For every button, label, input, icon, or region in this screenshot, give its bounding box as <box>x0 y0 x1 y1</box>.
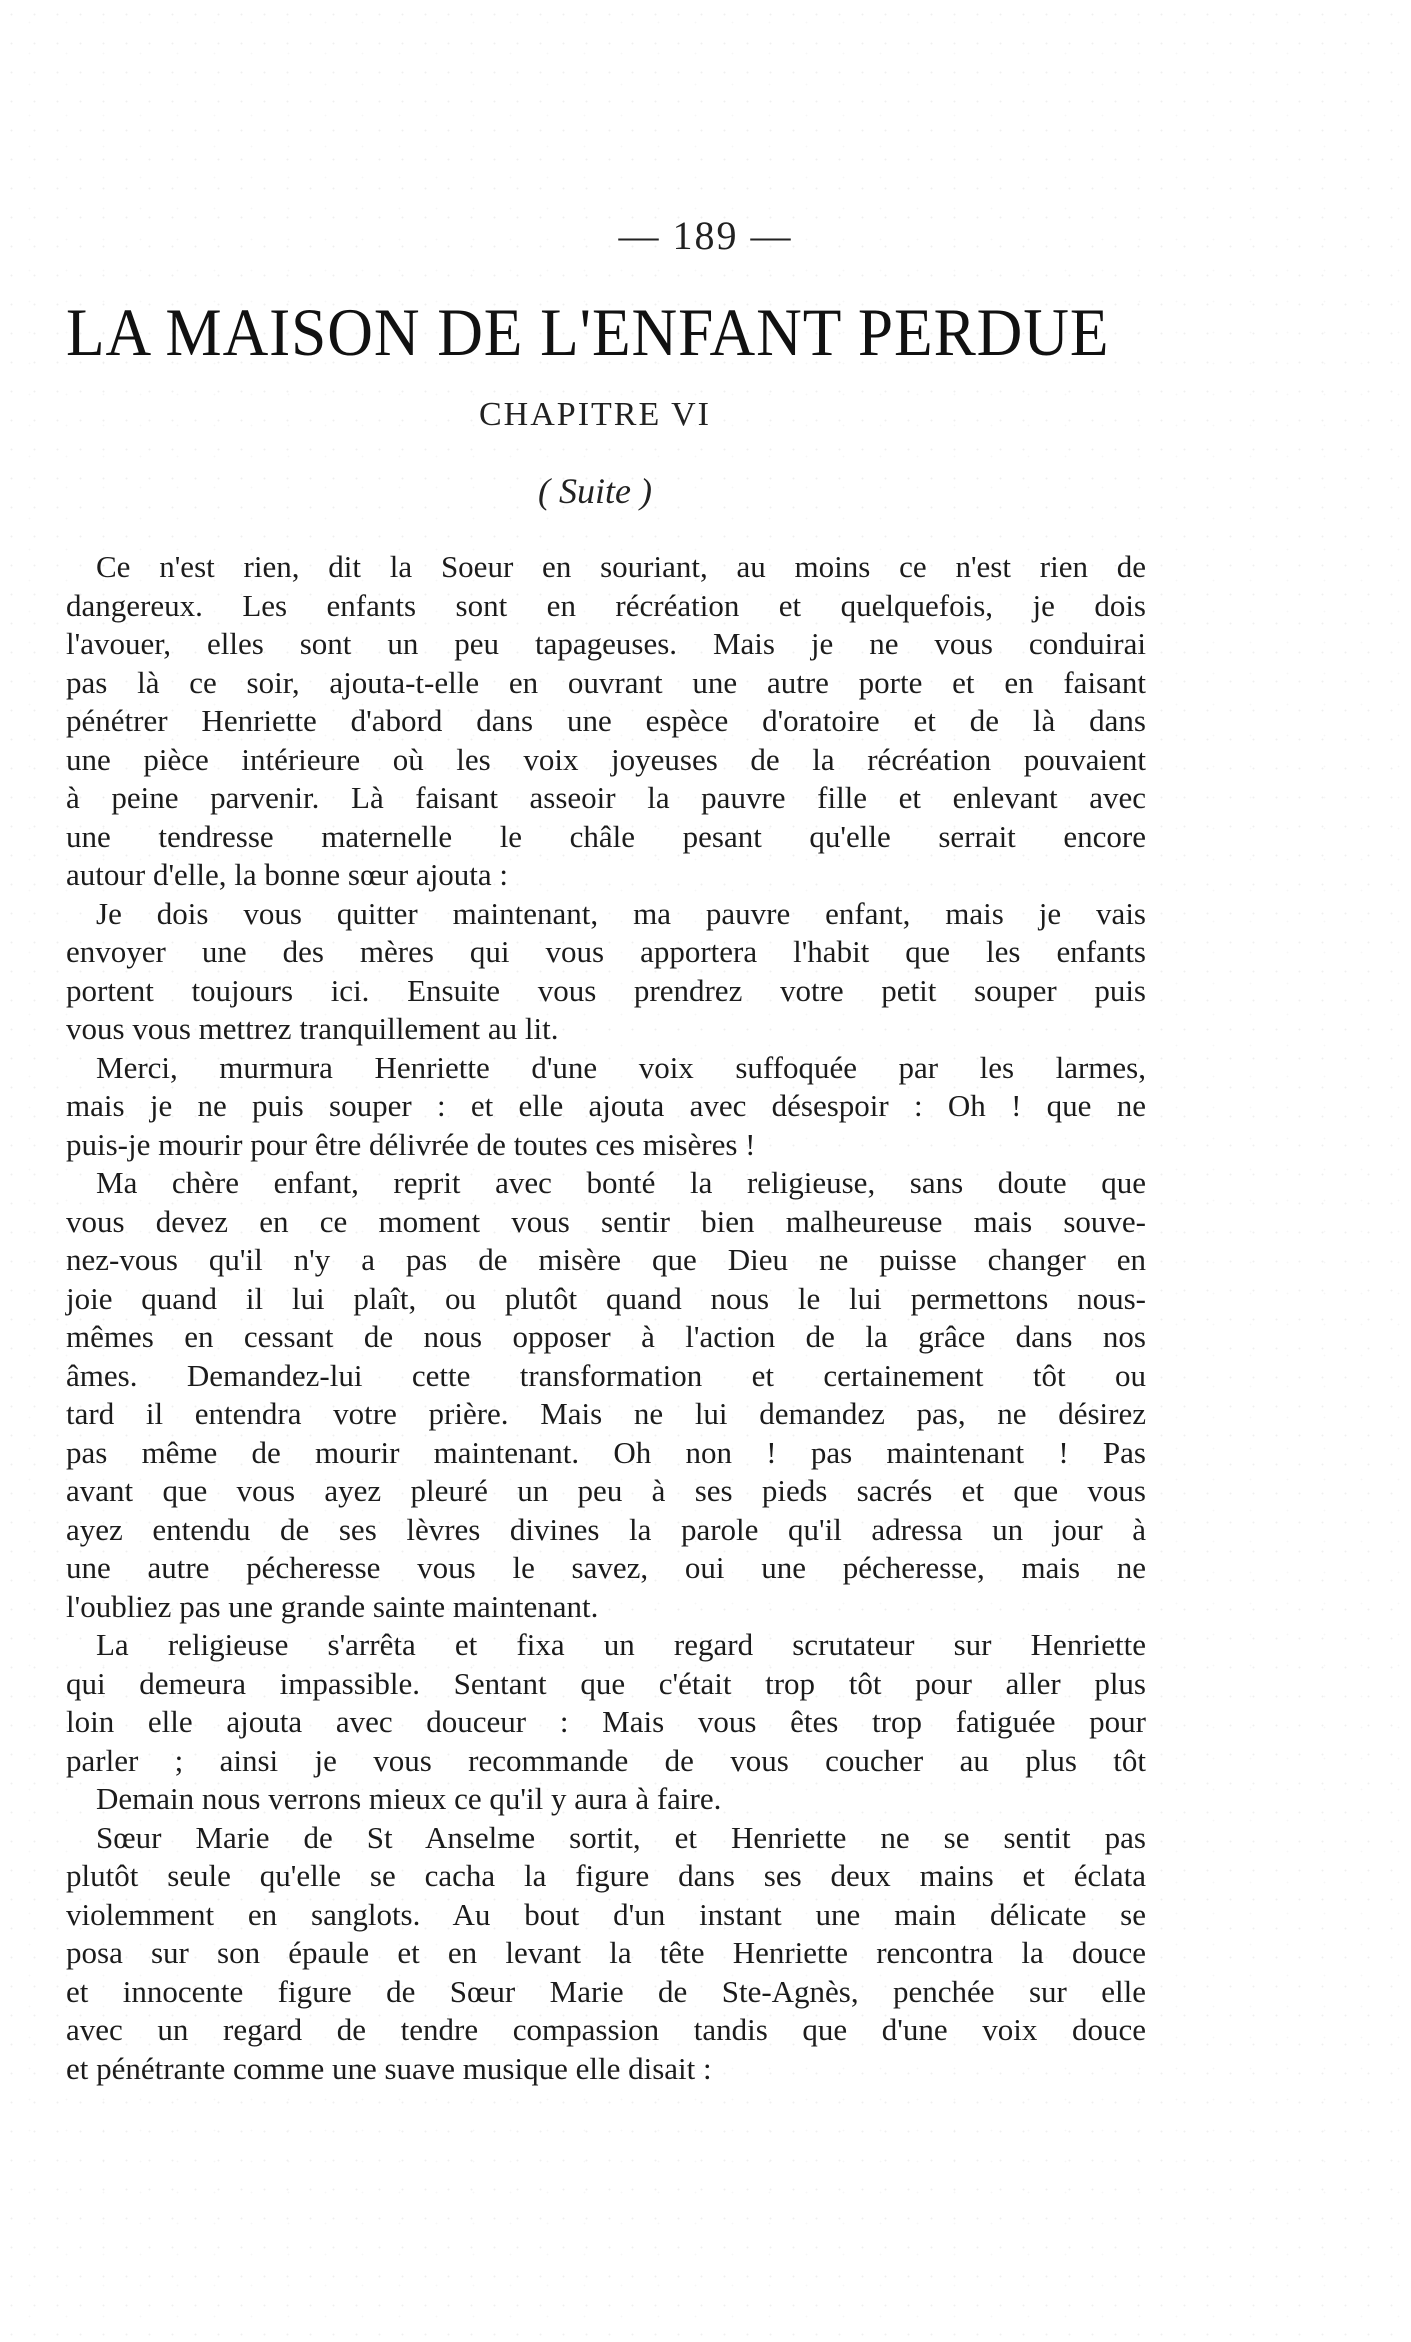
text-line: Demain nous verrons mieux ce qu'il y aura à faire. <box>96 1781 722 1816</box>
body-text <box>66 548 1146 2088</box>
text-line: violemment en sanglots. Au bout d'un instant une main délicate se <box>66 1896 1146 1932</box>
text-line: nez-vous qu'il n'y a pas de misère que Dieu ne puisse changer en <box>66 1242 1146 1277</box>
text-line: âmes. Demandez-lui cette transformation et certainement tôt ou <box>66 1357 1146 1393</box>
page-title: LA MAISON DE L'ENFANT PERDUE <box>66 294 1110 370</box>
text-line: posa sur son épaule et en levant la tête Henriette rencontra la douce <box>66 1935 1146 1970</box>
text-line: Ce n'est rien, dit la Soeur en souriant, au moins ce n'est rien de <box>96 549 1146 584</box>
text-line: mêmes en cessant de nous opposer à l'action de la grâce dans nos <box>66 1319 1146 1354</box>
text-line: autour d'elle, la bonne sœur ajouta : <box>66 857 509 892</box>
text-line: vous vous mettrez tranquillement au lit. <box>66 1011 559 1046</box>
text-line: joie quand il lui plaît, ou plutôt quand nous le lui permettons nous- <box>66 1280 1146 1316</box>
text-line: tard il entendra votre prière. Mais ne lui demandez pas, ne désirez <box>66 1396 1146 1431</box>
text-line: une autre pécheresse vous le savez, oui une pécheresse, mais ne <box>66 1550 1146 1585</box>
text-line: vous devez en ce moment vous sentir bien malheureuse mais souve- <box>66 1203 1146 1239</box>
text-line: et pénétrante comme une suave musique elle disait : <box>66 2050 712 2086</box>
text-line: une pièce intérieure où les voix joyeuses de la récréation pouvaient <box>66 741 1146 777</box>
text-line: parler ; ainsi je vous recommande de vous coucher au plus tôt <box>66 1742 1146 1778</box>
text-line: envoyer une des mères qui vous apportera l'habit que les enfants <box>66 934 1146 969</box>
text-line: l'avouer, elles sont un peu tapageuses. Mais je ne vous conduirai <box>66 626 1146 661</box>
text-line: Ma chère enfant, reprit avec bonté la religieuse, sans doute que <box>96 1165 1146 1200</box>
text-line: l'oubliez pas une grande sainte maintenant. <box>66 1588 599 1624</box>
text-line: une tendresse maternelle le châle pesant qu'elle serrait encore <box>66 818 1146 854</box>
text-line: loin elle ajouta avec douceur : Mais vous êtes trop fatiguée pour <box>66 1704 1146 1739</box>
text-line: Je dois vous quitter maintenant, ma pauvre enfant, mais je vais <box>96 895 1146 931</box>
page-number: — 189 — <box>618 213 793 258</box>
text-line: ayez entendu de ses lèvres divines la parole qu'il adressa un jour à <box>66 1511 1146 1547</box>
text-line: dangereux. Les enfants sont en récréation et quelquefois, je dois <box>66 587 1146 623</box>
text-line: à peine parvenir. Là faisant asseoir la pauvre fille et enlevant avec <box>66 780 1146 815</box>
text-line: La religieuse s'arrêta et fixa un regard scrutateur sur Henriette <box>96 1627 1146 1662</box>
text-line: avec un regard de tendre compassion tandis que d'une voix douce <box>66 2012 1146 2047</box>
text-line: puis-je mourir pour être délivrée de toutes ces misères ! <box>66 1126 756 1162</box>
chapter-heading: CHAPITRE VI <box>479 396 711 433</box>
text-line: Merci, murmura Henriette d'une voix suffoquée par les larmes, <box>96 1049 1146 1085</box>
text-line: mais je ne puis souper : et elle ajouta avec désespoir : Oh ! que ne <box>66 1088 1146 1123</box>
text-line: plutôt seule qu'elle se cacha la figure dans ses deux mains et éclata <box>66 1858 1146 1893</box>
text-line: qui demeura impassible. Sentant que c'était trop tôt pour aller plus <box>66 1665 1146 1701</box>
text-line: Sœur Marie de St Anselme sortit, et Henriette ne se sentit pas <box>96 1819 1146 1855</box>
text-line: pas là ce soir, ajouta-t-elle en ouvrant une autre porte et en faisant <box>66 664 1146 700</box>
text-line: pénétrer Henriette d'abord dans une espèce d'oratoire et de là dans <box>66 703 1146 738</box>
subheading: ( Suite ) <box>538 471 652 511</box>
text-line: et innocente figure de Sœur Marie de Ste-Agnès, penchée sur elle <box>66 1973 1146 2009</box>
text-line: pas même de mourir maintenant. Oh non ! pas maintenant ! Pas <box>66 1434 1146 1470</box>
text-line: avant que vous ayez pleuré un peu à ses pieds sacrés et que vous <box>66 1473 1146 1508</box>
text-line: portent toujours ici. Ensuite vous prendrez votre petit souper puis <box>66 972 1146 1008</box>
